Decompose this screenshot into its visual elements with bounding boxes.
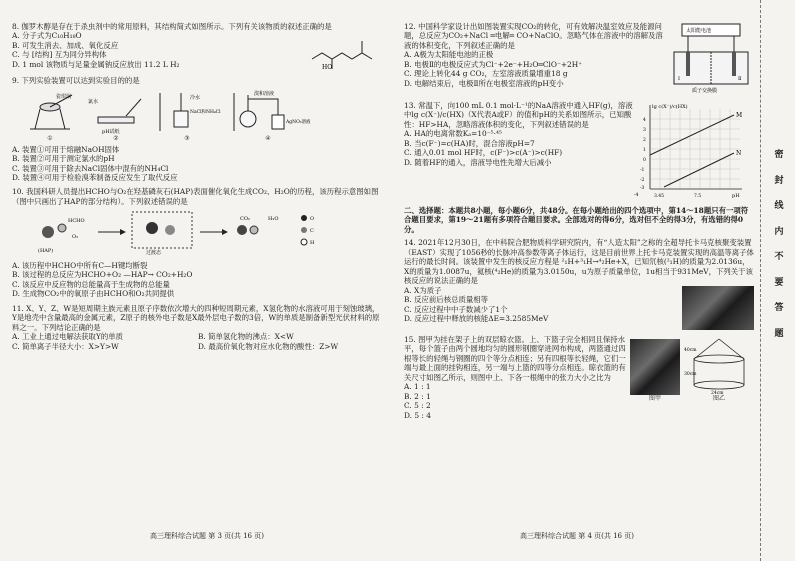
label-proton-membrane: 质子交换膜 [692,88,718,94]
figure-yi-caption: 图乙 [712,394,725,402]
lg-ratio-ph-chart [634,101,754,201]
footer-right: 高三理科综合试题 第 4 页(共 16 页) [520,532,634,540]
x-tick-75: 7.5 [694,194,702,199]
label-transition-state: 过渡态 [146,250,162,257]
seal-char-8: 题 [774,328,784,339]
q8-option-c: C. 与 [结构] 互为同分异构体 [12,50,107,60]
q14-option-a: A. X为质子 [404,285,442,295]
y-tick-1: 1 [643,148,646,153]
label-ph-paper: pH试纸 [102,128,120,135]
section-2-heading: 二、选择题：本题共8小题，每小题6分，共48分。在每小题给出的四个选项中，第14～18题只有一项符合题目要求，第19～21题有多项符合题目要求。全部选对的得6分，选对但不全的得3分，有选错的得0分。 [404,206,749,234]
label-h2o: H₂O [268,216,279,223]
label-chlorine-water: 氯水 [88,98,99,105]
q9-option-a: A. 装置①可用于熔融NaOH固体 [12,144,120,154]
y-tick-4: 4 [643,118,646,123]
q15-option-a: A. 1 : 1 [404,382,431,392]
q14-option-b: B. 反应前后核总质量相等 [404,295,489,305]
footer-left: 高三理科综合试题 第 3 页(共 16 页) [150,532,264,540]
question-12-stem: 12. 中国科学家设计出如图装置实现CO₂的转化，可有效解决温室效应及能源问题，总反应为CO₂+NaCl ═电解═ CO+NaClO。忽略气体在溶液中的溶解及溶液的体积变化，下列叙述正确的是 [404,22,663,50]
y-tick-2: 2 [643,138,646,143]
seal-char-5: 不 [774,252,784,263]
apparatus-1-number: ① [47,134,53,142]
question-10-stem: 10. 我国科研人员提出HCHO与O₂在羟基磷灰石(HAP)表面催化氧化生成CO₂、H₂O的历程，该历程示意图如图（图中只画出了HAP的部分结构）。下列叙述错误的是 [12,187,379,206]
y-tick-neg4: -4 [634,193,639,198]
y-tick-neg1: -1 [640,168,645,173]
y-tick-neg3: -3 [640,186,645,191]
x-tick-345: 3.45 [654,194,665,199]
apparatus-3-number: ③ [184,134,190,142]
legend-c: C [310,228,314,235]
legend-o: O [310,216,315,223]
q15-option-b: B. 2 : 1 [404,391,431,401]
dim-30cm: 30cm [684,371,697,377]
apparatus-4 [228,89,311,143]
apparatus-figure [20,89,384,143]
question-12 [404,22,754,96]
question-15 [404,335,754,420]
y-tick-neg2: -2 [640,178,645,183]
question-11-stem: 11. X、Y、Z、W是短周期主族元素且原子序数依次增大的四种短周期元素，X氢化物的水溶液可用于刻蚀玻璃，Y是地壳中含量最高的金属元素，Z原子的核外电子数是X最外层电子数的3倍，W的单质是制备新型光伏材料的原料之一。下列结论正确的是 [12,303,380,332]
q11-option-d: D. 最高价氧化物对应水化物的酸性：Z>W [198,341,339,351]
seal-line-text [771,150,787,340]
apparatus-2 [86,89,146,143]
label-o2: O₂ [72,234,79,241]
q10-option-d: D. 生成物CO₂中的氧原子由HCHO和O₂共同提供 [12,289,175,299]
question-14-stem: 14. 2021年12月30日，在中科院合肥物质科学研究院内，有“人造太阳”之称的全超导托卡马克核聚变装置（EAST）实现了1056秒的长脉冲高参数等离子体运行，这是目前世界上托卡马克装置实现的高温等离子体运行的最长时间。该装置中发生的核反应方程是 ²₁H+³₁H→⁴₂He+X，已知氘核(²₁H)的质量为2.0136u，X的质量为1.0087u，氦核(⁴₂He)的质量为3.0150u，u为原子质量单位，1u相当于931MeV，下列关于该核反应的说法正确的是 [404,238,754,286]
apparatus-3 [152,89,222,143]
hap-mechanism-figure [28,208,358,256]
question-14 [404,238,754,329]
linalool-structure [304,31,384,71]
question-8-stem: 8. 伽罗木醇是存在于杀虫剂中的常用原料，其结构简式如图所示。下列有关该物质的叙述正确的是 [12,22,332,31]
series-n-line [664,153,734,187]
question-13-stem: 13. 常温下，向100 mL 0.1 mol·L⁻¹的NaA溶液中通入HF(g)，溶液中lg c(X⁻)/c(HX)（X代表A或F）的值和pH的关系如图所示，已知酸性：HF>HA，忽略溶液体积的变化，下列叙述错误的是 [404,101,633,129]
label-bromine: 溴和溶液 [254,90,275,97]
q13-option-c: C. 通入0.01 mol HF时，c(F⁻)>c(A⁻)>c(HF) [404,148,563,158]
seal-char-2: 封 [774,175,784,186]
q12-option-a: A. A极为太阳能电池的正极 [404,50,494,60]
q9-option-b: B. 装置②可用于测定氯水的pH [12,154,115,164]
question-15-stem: 15. 图甲为挂在架子上的双层晾衣篮。上、下篮子完全相同且保持水平，每个篮子由两个圆地均匀的圆形钢圈穿进网布构成，两篮通过四根等长的轻绳与钢圈的四个等分点相连；另有四根等长轻绳，它们一端与最上面的挂钩相连，另一端与上篮的四等分点相连。晾衣篮的有关尺寸如图乙所示，则图中上、下各一根绳中的张力大小之比为 [404,334,626,382]
apparatus-2-number: ② [113,134,119,142]
electrolysis-cell-figure [668,22,754,96]
figure-jia [630,339,680,403]
q11-option-c: C. 简单离子半径大小：X>Y>W [12,341,119,351]
label-hcho: HCHO [68,218,85,225]
legend-h: H [310,240,315,247]
apparatus-4-number: ④ [265,134,271,142]
q10-option-a: A. 该历程中HCHO中所有C—H键均断裂 [12,260,148,270]
label-hap: (HAP) [38,248,54,255]
east-tokamak-photo [682,286,754,330]
dim-24cm: 24cm [711,390,724,396]
seal-char-7: 答 [774,303,784,314]
question-9 [12,76,384,182]
q15-option-d: D. 5 : 4 [404,410,431,420]
page-left [12,22,384,356]
x-axis-label: pH [732,193,740,199]
series-n-label: N [736,150,742,157]
page-right [404,22,754,425]
q12-option-c: C. 理论上转化44 g CO₂，左室溶液质量增重18 g [404,69,568,79]
label-co2: CO₂ [240,216,250,223]
svg-text:HO: HO [322,64,333,72]
label-agno3: AgNO₃溶液 [286,119,311,125]
series-m-label: M [736,112,743,119]
q12-option-d: D. 电解结束后，电极Ⅱ所在电极室溶液的pH变小 [404,78,564,88]
label-crucible: 瓷坩埚 [56,93,72,100]
q13-option-b: B. 当c(F⁻)=c(HA)时，混合溶液pH=7 [404,138,535,148]
figure-yi [684,335,754,403]
question-8 [12,22,384,71]
q8-option-b: B. 可发生消去、加成、氧化反应 [12,40,119,50]
question-9-stem: 9. 下列实验装置可以达到实验目的的是 [12,76,140,86]
q15-option-c: C. 5 : 2 [404,401,431,411]
laundry-basket-photo [630,339,680,395]
q11-option-b: B. 简单氢化物的沸点：X<W [198,332,294,342]
seal-char-6: 要 [774,277,784,288]
figure-jia-caption: 图甲 [648,394,661,402]
question-13 [404,101,754,201]
q10-option-b: B. 该过程的总反应为HCHO+O₂ —HAP→ CO₂+H₂O [12,270,193,280]
q14-option-c: C. 反应过程中中子数减少了1个 [404,304,508,314]
q8-option-a: A. 分子式为C₁₀H₁₈O [12,31,82,41]
q11-option-a: A. 工业上通过电解法获取Y的单质 [12,332,123,342]
q12-option-b: B. 电极Ⅱ的电极反应式为Cl⁻+2e⁻+H₂O═ClO⁻+2H⁺ [404,59,583,69]
label-electrode-ii: Ⅱ [738,76,742,82]
dim-40cm: 40cm [684,347,697,353]
label-nacl-nh4cl: NaCl和NH₄Cl [190,109,221,115]
label-cold-water: 冷水 [190,94,201,101]
label-solar-cell: 太阳能电池 [686,28,712,34]
q9-option-c: C. 装置③可用于除去NaCl固体中混有的NH₄Cl [12,163,169,173]
y-tick-3: 3 [643,128,646,133]
seal-char-3: 线 [774,201,784,212]
label-electrode-i: Ⅰ [678,76,680,82]
question-11 [12,304,384,351]
question-10 [12,187,384,298]
q13-option-a: A. HA的电离常数Kₐ=10⁻⁵·⁴⁵ [404,129,502,139]
q9-option-d: D. 装置④可用于检验溴苯制备反应发生了取代反应 [12,173,178,183]
q14-option-d: D. 反应过程中释放的核能ΔE=3.2585MeV [404,314,549,324]
y-tick-0: 0 [643,158,646,163]
q13-option-d: D. 随着HF的通入，溶液导电性先增大后减小 [404,157,552,167]
seal-char-1: 密 [774,150,784,160]
q10-option-c: C. 该反应中反应物的总能量高于生成物的总能量 [12,279,170,289]
apparatus-1 [20,89,80,143]
q8-option-d: D. 1 mol 该物质与足量金属钠反应放出 11.2 L H₂ [12,59,180,69]
seal-char-4: 内 [774,226,784,237]
seal-line-gutter [760,0,795,561]
y-axis-label: lg c(X⁻)/c(HX) [652,104,688,110]
